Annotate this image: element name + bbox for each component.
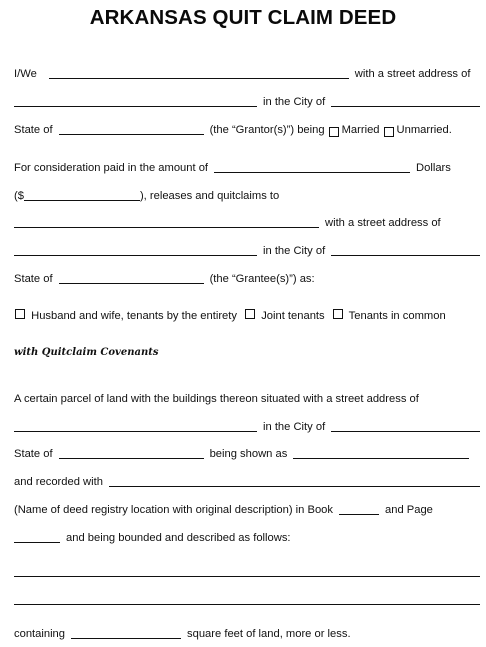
grantee-name-field[interactable] xyxy=(14,227,319,228)
label-grantee-street: with a street address of xyxy=(325,217,441,229)
label-unmarried: Unmarried. xyxy=(396,124,452,136)
grantee-street-field[interactable] xyxy=(14,255,257,256)
label-being-shown: being shown as xyxy=(209,448,288,460)
joint-tenants-checkbox[interactable] xyxy=(245,309,255,319)
recorded-with-field[interactable] xyxy=(109,486,480,487)
grantee-city-field[interactable] xyxy=(331,255,480,256)
description-line-2[interactable] xyxy=(14,604,480,605)
unmarried-checkbox[interactable] xyxy=(384,127,394,137)
label-dollar-open: ($ xyxy=(14,190,24,202)
label-bounded: and being bounded and described as follows: xyxy=(66,532,291,544)
label-grantee: (the “Grantee(s)”) as: xyxy=(209,273,315,285)
grantor-city-row xyxy=(14,95,480,109)
grantor-state-field[interactable] xyxy=(59,134,204,135)
being-shown-field[interactable] xyxy=(293,458,469,459)
label-street-address: with a street address of xyxy=(354,68,471,80)
dollar-amount-field[interactable] xyxy=(24,200,140,201)
label-containing: containing xyxy=(14,628,66,640)
grantor-city-field[interactable] xyxy=(331,106,480,107)
registry-row xyxy=(14,503,480,517)
tenancy-row xyxy=(14,309,480,323)
label-grantor: (the “Grantor(s)”) being xyxy=(209,124,325,136)
containing-row xyxy=(14,627,480,641)
label-parcel-in-city: in the City of xyxy=(263,421,326,433)
consideration-amount-field[interactable] xyxy=(214,172,410,173)
consideration-row xyxy=(14,161,480,175)
recorded-with-row xyxy=(14,475,480,489)
label-in-city: in the City of xyxy=(263,96,326,108)
tenants-common-checkbox[interactable] xyxy=(333,309,343,319)
book-field[interactable] xyxy=(339,514,379,515)
label-consideration: For consideration paid in the amount of xyxy=(14,162,209,174)
label-grantee-in-city: in the City of xyxy=(263,245,326,257)
page-bounded-row xyxy=(14,531,480,545)
grantee-name-row xyxy=(14,216,480,230)
label-parcel-intro: A certain parcel of land with the buildings thereon situated with a street address of xyxy=(14,393,419,405)
label-married: Married xyxy=(341,124,380,136)
married-checkbox[interactable] xyxy=(329,127,339,137)
parcel-state-field[interactable] xyxy=(59,458,204,459)
label-parcel-state-of: State of xyxy=(14,448,53,460)
label-i-we: I/We xyxy=(14,68,37,80)
label-recorded-with: and recorded with xyxy=(14,476,103,488)
husband-wife-checkbox[interactable] xyxy=(15,309,25,319)
page-field[interactable] xyxy=(14,542,60,543)
parcel-intro-row xyxy=(14,392,480,406)
grantor-name-field[interactable] xyxy=(49,78,349,79)
parcel-city-row xyxy=(14,420,480,434)
dollar-amount-row xyxy=(14,189,480,203)
label-tenants-common: Tenants in common xyxy=(348,310,446,322)
square-feet-field[interactable] xyxy=(71,638,181,639)
label-registry: (Name of deed registry location with original description) in Book xyxy=(14,504,333,516)
label-joint-tenants: Joint tenants xyxy=(261,310,325,322)
grantee-city-row xyxy=(14,244,480,258)
label-square-feet: square feet of land, more or less. xyxy=(187,628,351,640)
parcel-street-field[interactable] xyxy=(14,431,257,432)
document-title: ARKANSAS QUIT CLAIM DEED xyxy=(89,6,397,29)
label-grantee-state-of: State of xyxy=(14,273,53,285)
covenants-heading: with Quitclaim Covenants xyxy=(14,347,159,358)
label-releases: ), releases and quitclaims to xyxy=(139,190,280,202)
grantor-street-field[interactable] xyxy=(14,106,257,107)
grantor-state-row xyxy=(14,123,480,137)
label-state-of: State of xyxy=(14,124,53,136)
label-and-page: and Page xyxy=(385,504,433,516)
grantee-state-field[interactable] xyxy=(59,283,204,284)
label-husband-wife: Husband and wife, tenants by the entirety xyxy=(31,310,237,322)
grantee-state-row xyxy=(14,272,480,286)
parcel-city-field[interactable] xyxy=(331,431,480,432)
parcel-state-row xyxy=(14,447,480,461)
label-dollars: Dollars xyxy=(416,162,451,174)
description-line-1[interactable] xyxy=(14,576,480,577)
grantor-name-row xyxy=(14,67,480,81)
